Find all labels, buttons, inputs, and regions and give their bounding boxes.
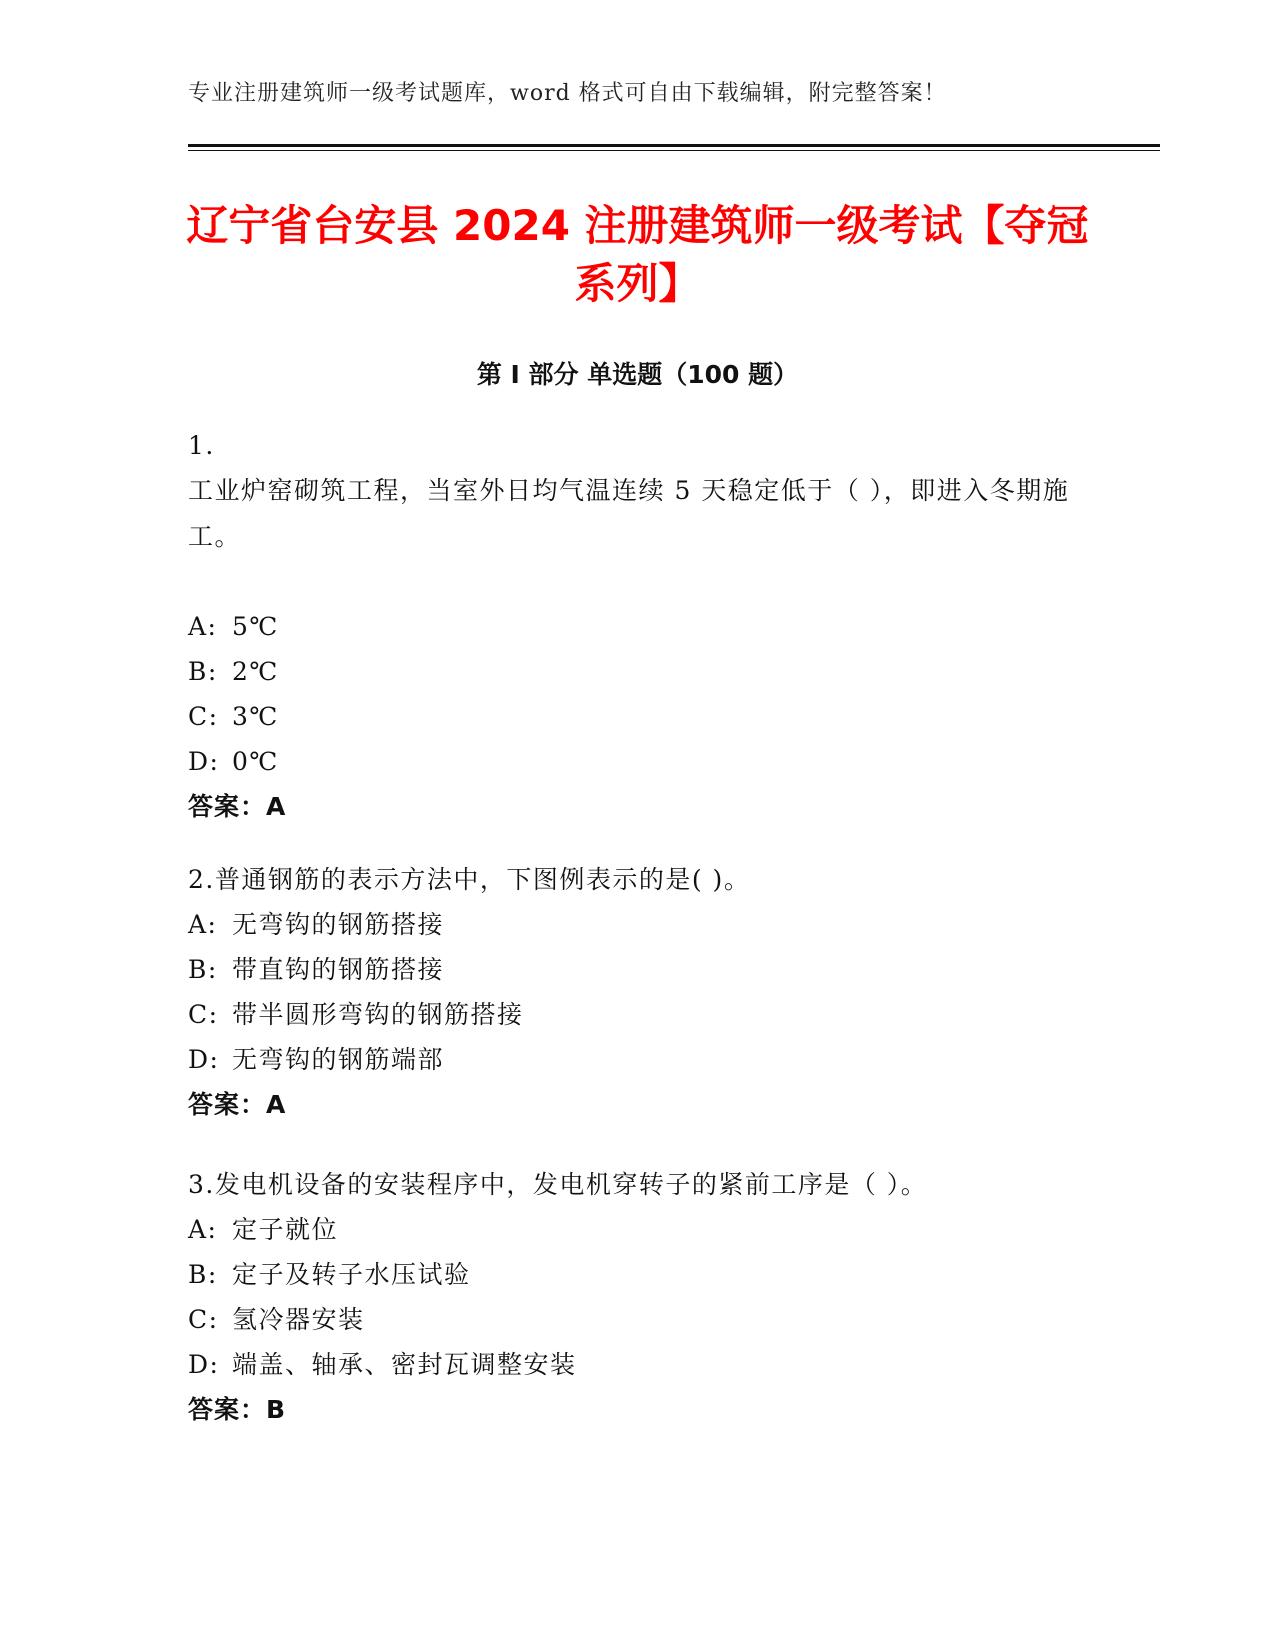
option-letter: C: [188, 702, 219, 731]
document-title: 辽宁省台安县 2024 注册建筑师一级考试【夺冠系列】 [186, 201, 1089, 308]
option-text: 定子及转子水压试验 [232, 1260, 471, 1289]
option-a [188, 604, 1088, 649]
question-1 [188, 424, 1088, 829]
option-letter: A: [188, 910, 218, 939]
header-note: 专业注册建筑师一级考试题库，word 格式可自由下载编辑，附完整答案！ [188, 81, 947, 106]
option-letter: D: [188, 1045, 220, 1074]
answer: 答案：B [188, 1395, 287, 1424]
option-letter: B: [188, 955, 218, 984]
question-number: 3. [188, 1170, 215, 1199]
option-text: 无弯钩的钢筋搭接 [232, 910, 445, 939]
option-letter: A: [188, 1215, 218, 1244]
question-stem: 工业炉窑砌筑工程，当室外日均气温连续 5 天稳定低于（ ），即进入冬期施工。 [188, 476, 1070, 551]
header-rule-thin [188, 150, 1160, 151]
option-a [188, 902, 750, 947]
option-letter: B: [188, 657, 218, 686]
question-3 [188, 1163, 927, 1432]
option-letter: D: [188, 747, 220, 776]
spacer [188, 560, 1088, 604]
option-text: 3℃ [232, 702, 279, 731]
option-letter: B: [188, 1260, 218, 1289]
section-title: 第 I 部分 单选题（100 题） [476, 360, 799, 389]
question-number: 1. [188, 431, 215, 460]
option-c [188, 1297, 927, 1342]
option-d [188, 1342, 927, 1387]
option-text: 端盖、轴承、密封瓦调整安装 [232, 1350, 577, 1379]
option-d [188, 739, 1088, 784]
question-stem [188, 858, 750, 902]
option-b [188, 649, 1088, 694]
option-d [188, 1037, 750, 1082]
option-letter: D: [188, 1350, 220, 1379]
option-text: 带直钩的钢筋搭接 [232, 955, 445, 984]
option-b [188, 947, 750, 992]
option-text: 定子就位 [232, 1215, 339, 1244]
option-b [188, 1252, 927, 1297]
option-text: 5℃ [232, 612, 279, 641]
option-c [188, 992, 750, 1037]
question-2 [188, 858, 750, 1127]
question-number: 2. [188, 865, 215, 894]
option-text: 2℃ [232, 657, 279, 686]
option-letter: A: [188, 612, 218, 641]
answer: 答案：A [188, 1090, 287, 1119]
option-text: 0℃ [232, 747, 279, 776]
header-rule-thick [188, 144, 1160, 147]
option-text: 无弯钩的钢筋端部 [232, 1045, 445, 1074]
option-c [188, 694, 1088, 739]
option-letter: C: [188, 1000, 219, 1029]
question-text: 普通钢筋的表示方法中，下图例表示的是( )。 [214, 865, 751, 894]
question-text: 发电机设备的安装程序中，发电机穿转子的紧前工序是（ ）。 [214, 1170, 928, 1199]
option-text: 带半圆形弯钩的钢筋搭接 [232, 1000, 524, 1029]
question-stem [188, 1163, 927, 1207]
option-letter: C: [188, 1305, 219, 1334]
option-text: 氢冷器安装 [232, 1305, 365, 1334]
option-a [188, 1207, 927, 1252]
answer: 答案：A [188, 792, 287, 821]
